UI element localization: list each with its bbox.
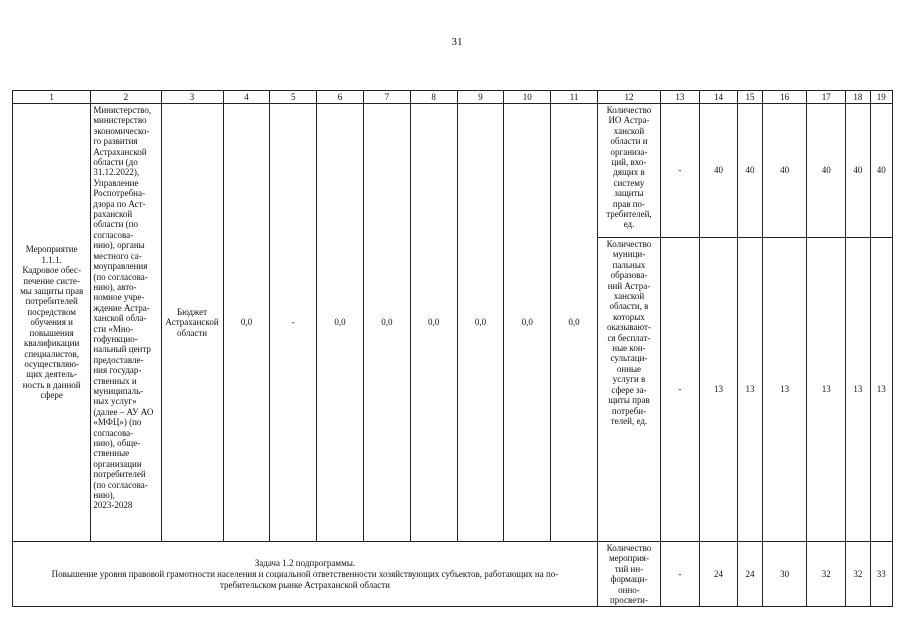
indicator-value: 32 bbox=[807, 542, 846, 607]
header-cell: 11 bbox=[551, 91, 598, 104]
header-cell: 15 bbox=[738, 91, 762, 104]
funding-source: Бюджет Астраханской области bbox=[161, 104, 223, 542]
indicator-value: 40 bbox=[762, 104, 807, 238]
header-cell: 2 bbox=[91, 91, 161, 104]
value-cell: 0,0 bbox=[410, 104, 457, 542]
indicator-name: Количество мероприя- тий ин- формаци- онно- просвети- bbox=[597, 542, 660, 607]
value-cell: 0,0 bbox=[317, 104, 364, 542]
indicator-value: - bbox=[661, 104, 700, 238]
header-cell: 4 bbox=[223, 91, 270, 104]
program-table bbox=[12, 90, 893, 607]
task-title: Задача 1.2 подпрограммы. Повышение уровня правовой грамотности населения и социальной ответственности хозяйствующих субъектов, работающих на по- требительском рынке Астраханской области bbox=[13, 542, 598, 607]
header-cell: 14 bbox=[699, 91, 738, 104]
measure-name: Мероприятие 1.1.1. Кадровое обес- печение систе- мы защиты прав потребителей посредством обучения и повышения квалификации специалистов, осуществляю- щих деятель- ность в данной сфере bbox=[13, 104, 91, 542]
indicator-name: Количество ИО Астра- ханской области и организа- ций, вхо- дящих в систему защиты прав по- требителей, ед. bbox=[597, 104, 660, 238]
indicator-value: 30 bbox=[762, 542, 807, 607]
indicator-value: - bbox=[661, 238, 700, 542]
indicator-value: 13 bbox=[870, 238, 892, 542]
page-number: 31 bbox=[451, 36, 463, 48]
value-cell: 0,0 bbox=[551, 104, 598, 542]
value-cell: 0,0 bbox=[504, 104, 551, 542]
indicator-value: 40 bbox=[738, 104, 762, 238]
indicator-value: 13 bbox=[762, 238, 807, 542]
header-cell: 8 bbox=[410, 91, 457, 104]
measure-row bbox=[13, 104, 893, 238]
value-cell: 0,0 bbox=[363, 104, 410, 542]
header-cell: 3 bbox=[161, 91, 223, 104]
indicator-value: 13 bbox=[846, 238, 870, 542]
indicator-value: 40 bbox=[870, 104, 892, 238]
header-cell: 1 bbox=[13, 91, 91, 104]
indicator-value: 13 bbox=[807, 238, 846, 542]
header-cell: 19 bbox=[870, 91, 892, 104]
header-cell: 10 bbox=[504, 91, 551, 104]
header-row bbox=[13, 91, 893, 104]
header-cell: 6 bbox=[317, 91, 364, 104]
task-row bbox=[13, 542, 893, 607]
header-cell: 12 bbox=[597, 91, 660, 104]
indicator-value: - bbox=[661, 542, 700, 607]
header-cell: 17 bbox=[807, 91, 846, 104]
indicator-name: Количество муници- пальных образова- ний Астра- ханской области, в которых оказывают- ся бесплат- ные кон- сультаци- онные услуги в сфере за- щиты прав потреби- телей, ед. bbox=[597, 238, 660, 542]
header-cell: 7 bbox=[363, 91, 410, 104]
indicator-value: 40 bbox=[699, 104, 738, 238]
header-cell: 9 bbox=[457, 91, 504, 104]
measure-executors: Министерство, министерство экономическо- го развития Астраханской области (до 31.12.2022), Управление Роспотребна- дзора по Аст- раханской области (по согласова- нию), органы местного са- моуправления (по согласова- нию), авто- номное учре- ждение Астра- ханской обла- сти «Мно- гофункцио- нальный центр предоставле- ния государ- ственных и муниципаль- ных услуг» (далее – АУ АО «МФЦ») (по согласова- нию), обще- ственные организации потребителей (по согласова- нию), 2023-2028 bbox=[91, 104, 161, 542]
indicator-value: 13 bbox=[738, 238, 762, 542]
value-cell: - bbox=[270, 104, 317, 542]
value-cell: 0,0 bbox=[223, 104, 270, 542]
header-cell: 13 bbox=[661, 91, 700, 104]
header-cell: 18 bbox=[846, 91, 870, 104]
value-cell: 0,0 bbox=[457, 104, 504, 542]
header-cell: 16 bbox=[762, 91, 807, 104]
indicator-value: 24 bbox=[699, 542, 738, 607]
indicator-value: 32 bbox=[846, 542, 870, 607]
indicator-value: 13 bbox=[699, 238, 738, 542]
header-cell: 5 bbox=[270, 91, 317, 104]
indicator-value: 40 bbox=[846, 104, 870, 238]
indicator-value: 33 bbox=[870, 542, 892, 607]
indicator-value: 40 bbox=[807, 104, 846, 238]
indicator-value: 24 bbox=[738, 542, 762, 607]
